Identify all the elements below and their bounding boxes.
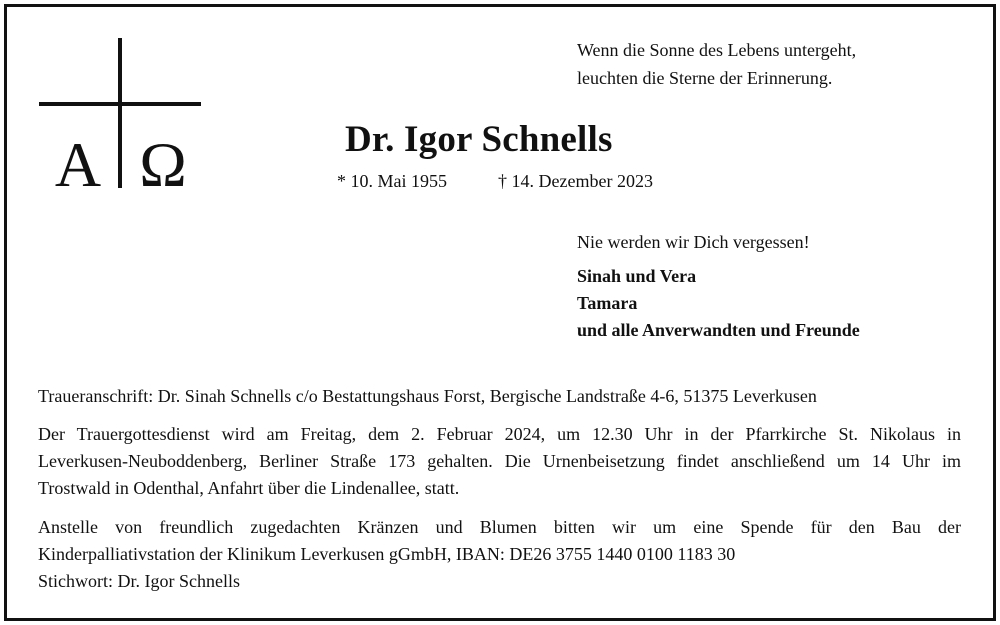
- cross-alpha-omega-icon: [36, 34, 202, 194]
- service-line: Der Trauergottesdienst wird am Freitag, dem 2. Februar 2024, um 12.30 Uhr in der Pfarrkirche St. Nikolaus in: [38, 424, 961, 444]
- alpha-letter: A: [54, 129, 102, 194]
- donation-line: Anstelle von freundlich zugedachten Kränzen und Blumen bitten wir um eine Spende für den Bau der: [38, 517, 961, 537]
- service-line: Trostwald in Odenthal, Anfahrt über die Lindenallee, statt.: [38, 478, 460, 498]
- memorial-quote: [577, 36, 856, 92]
- service-line: Leverkusen-Neuboddenberg, Berliner Straße 173 gehalten. Die Urnenbeisetzung findet anschließend um 14 Uhr im: [38, 451, 961, 471]
- mourning-address: Traueranschrift: Dr. Sinah Schnells c/o Bestattungshaus Forst, Bergische Landstraße 4-6, 51375 Leverkusen: [38, 386, 817, 406]
- donation-keyword: Stichwort: Dr. Igor Schnells: [38, 571, 240, 591]
- mourner-entry: Tamara: [577, 293, 638, 313]
- farewell-line: Nie werden wir Dich vergessen!: [577, 232, 810, 252]
- deceased-name: Dr. Igor Schnells: [345, 119, 613, 160]
- quote-line: leuchten die Sterne der Erinnerung.: [577, 68, 833, 88]
- birth-date: * 10. Mai 1955: [337, 171, 447, 191]
- mourners-list: [577, 263, 860, 344]
- quote-line: Wenn die Sonne des Lebens untergeht,: [577, 40, 857, 60]
- mourner-entry: Sinah und Vera: [577, 266, 697, 286]
- service-paragraph: [38, 421, 961, 502]
- donation-line: Kinderpalliativstation der Klinikum Leverkusen gGmbH, IBAN: DE26 3755 1440 0100 1183 30: [38, 544, 736, 564]
- omega-letter: Ω: [139, 129, 187, 194]
- donation-paragraph: [38, 514, 961, 595]
- mourner-entry: und alle Anverwandten und Freunde: [577, 320, 860, 340]
- death-date: † 14. Dezember 2023: [498, 171, 653, 191]
